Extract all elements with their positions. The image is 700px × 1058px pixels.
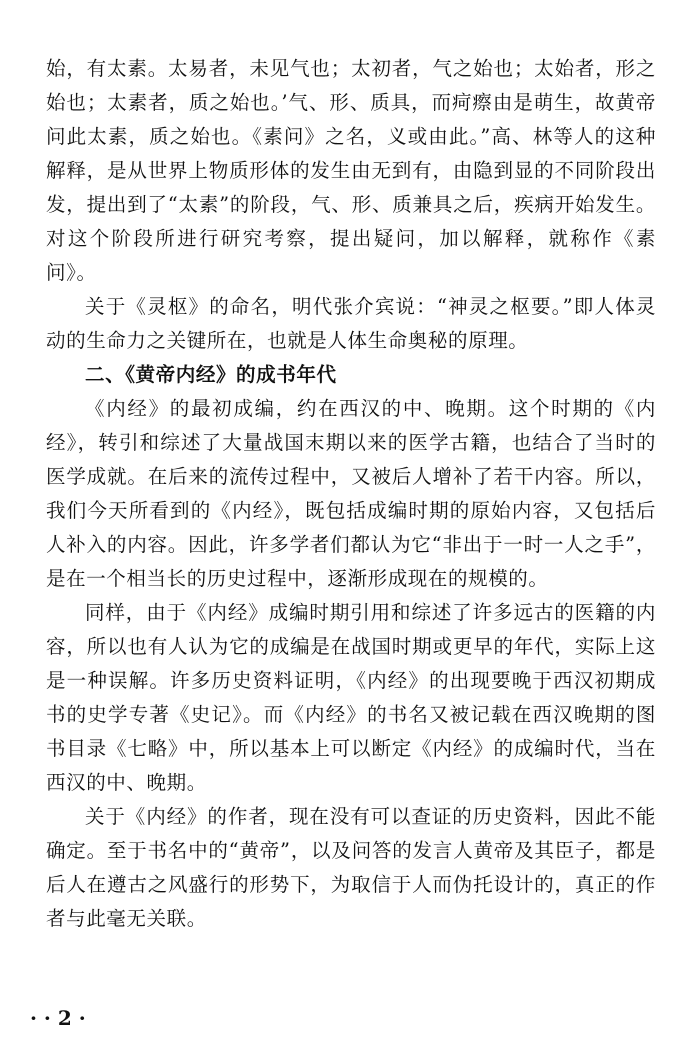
paragraph-misconception: 同样，由于《内经》成编时期引用和综述了许多远古的医籍的内容，所以也有人认为它的成编是在战国时期或更早的年代，实际上这是一种误解。许多历史资料证明，《内经》的出现要晚于西汉初期成书的史学专著《史记》。而《内经》的书名又被记载在西汉晚期的图书目录《七略》中，所以基本上可以断定《内经》的成编时代，当在西汉的中、晚期。: [46, 601, 656, 794]
page-number: · · 2 ·: [30, 1006, 86, 1030]
page-body: [46, 52, 656, 936]
paragraph-authorship: 关于《内经》的作者，现在没有可以查证的历史资料，因此不能确定。至于书名中的“黄帝”，以及问答的发言人黄帝及其臣子，都是后人在遵古之风盛行的形势下，为取信于人而伪托设计的，真正的作者与此毫无关联。: [46, 805, 656, 930]
paragraph-lingshu-naming: 关于《灵枢》的命名，明代张介宾说：“神灵之枢要。”即人体灵动的生命力之关键所在，也就是人体生命奥秘的原理。: [46, 295, 656, 352]
section-heading: 二、《黄帝内经》的成书年代: [85, 363, 337, 386]
paragraph-suwen-explanation: 始，有太素。太易者，未见气也；太初者，气之始也；太始者，形之始也；太素者，质之始也。’气、形、质具，而疴瘵由是萌生，故黄帝问此太素，质之始也。《素问》之名，义或由此。”高、林等人的这种解释，是从世界上物质形体的发生由无到有，由隐到显的不同阶段出发，提出到了“太素”的阶段，气、形、质兼具之后，疾病开始发生。对这个阶段所进行研究考察，提出疑问，加以解释，就称作《素问》。: [46, 57, 656, 284]
paragraph-compilation-period: 《内经》的最初成编，约在西汉的中、晚期。这个时期的《内经》，转引和综述了大量战国末期以来的医学古籍，也结合了当时的医学成就。在后来的流传过程中，又被后人增补了若干内容。所以，我们今天所看到的《内经》，既包括成编时期的原始内容，又包括后人补入的内容。因此，许多学者们都认为它“非出于一时一人之手”，是在一个相当长的历史过程中，逐渐形成现在的规模的。: [46, 397, 656, 590]
